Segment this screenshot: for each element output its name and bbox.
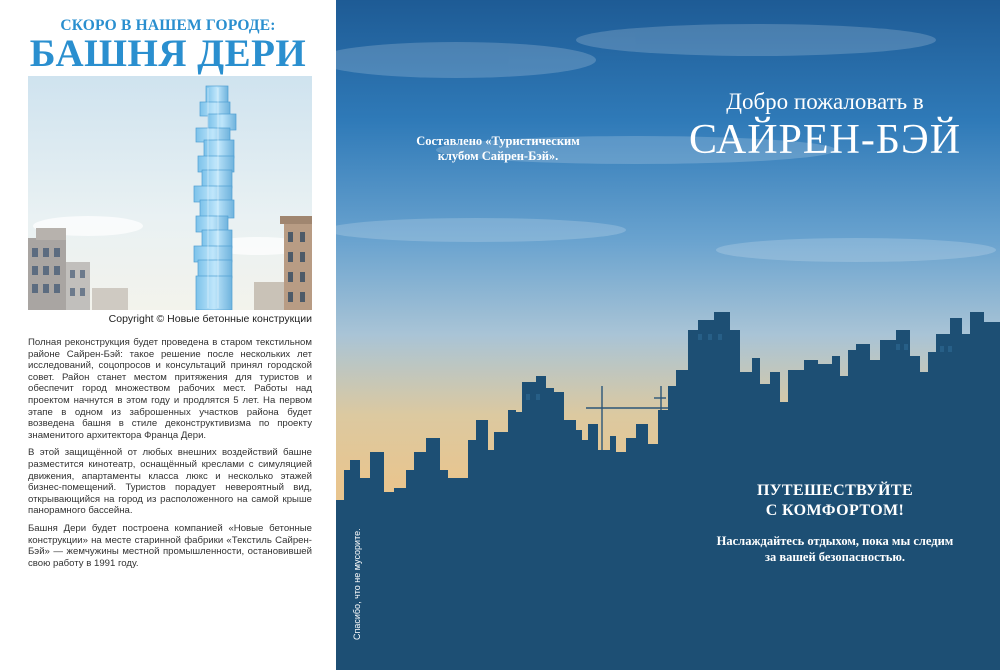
article-kicker: СКОРО В НАШЕМ ГОРОДЕ:: [60, 17, 276, 34]
travel-slogan-line-2: С КОМФОРТОМ!: [765, 502, 905, 519]
article-headline: БАШНЯ ДЕРИ: [29, 32, 307, 75]
article-body: [28, 337, 312, 575]
tower-illustration: [28, 76, 312, 310]
article-paragraph-3: Башня Дери будет построена компанией «Новые бетонные конструкции» на месте старинной фабрики «Текстиль Сайрен-Бэй» — жемчужины местной промышленности, остановившей свою работу в 1991 году.: [28, 522, 312, 569]
safety-message-line-1: Наслаждайтесь отдыхом, пока мы следим: [716, 534, 954, 548]
compiled-by-note: Составлено «Туристическим клубом Сайрен-Бэй».: [416, 134, 580, 163]
left-page: [0, 0, 336, 670]
litter-note: Спасибо, что не мусорите.: [352, 528, 362, 640]
image-caption: Copyright © Новые бетонные конструкции: [108, 313, 312, 325]
welcome-line: Добро пожаловать в: [726, 89, 924, 114]
city-name-title: САЙРЕН-БЭЙ: [688, 117, 962, 163]
article-paragraph-2: В этой защищённой от любых внешних воздействий башне разместится кинотеатр, оснащённый креслами с симуляцией движения, апартаменты класса люкс и несколько этажей бизнес-помещений. Туристов порадует невероятный вид, открывающийся на город из расположенного на самой крыше панорамного бассейна.: [28, 447, 312, 517]
article-paragraph-1: Полная реконструкция будет проведена в старом текстильном районе Сайрен-Бэй: такое решение после нескольких лет исследований, соцопросов и консультаций принял городской совет. Район станет местом притяжения для туристов и обеспечит город множеством рабочих мест. Работы над проектом начнутся в этом году и продлятся 5 лет. На первом этапе в одном из заброшенных участков района будет возведена башня в стиле деконструктивизма по проекту знаменитого архитектора Франца Дери.: [28, 337, 312, 441]
travel-slogan: [700, 481, 970, 521]
safety-message: [680, 533, 990, 565]
safety-message-line-2: за вашей безопасностью.: [764, 550, 906, 564]
travel-slogan-line-1: ПУТЕШЕСТВУЙТЕ: [756, 482, 914, 499]
